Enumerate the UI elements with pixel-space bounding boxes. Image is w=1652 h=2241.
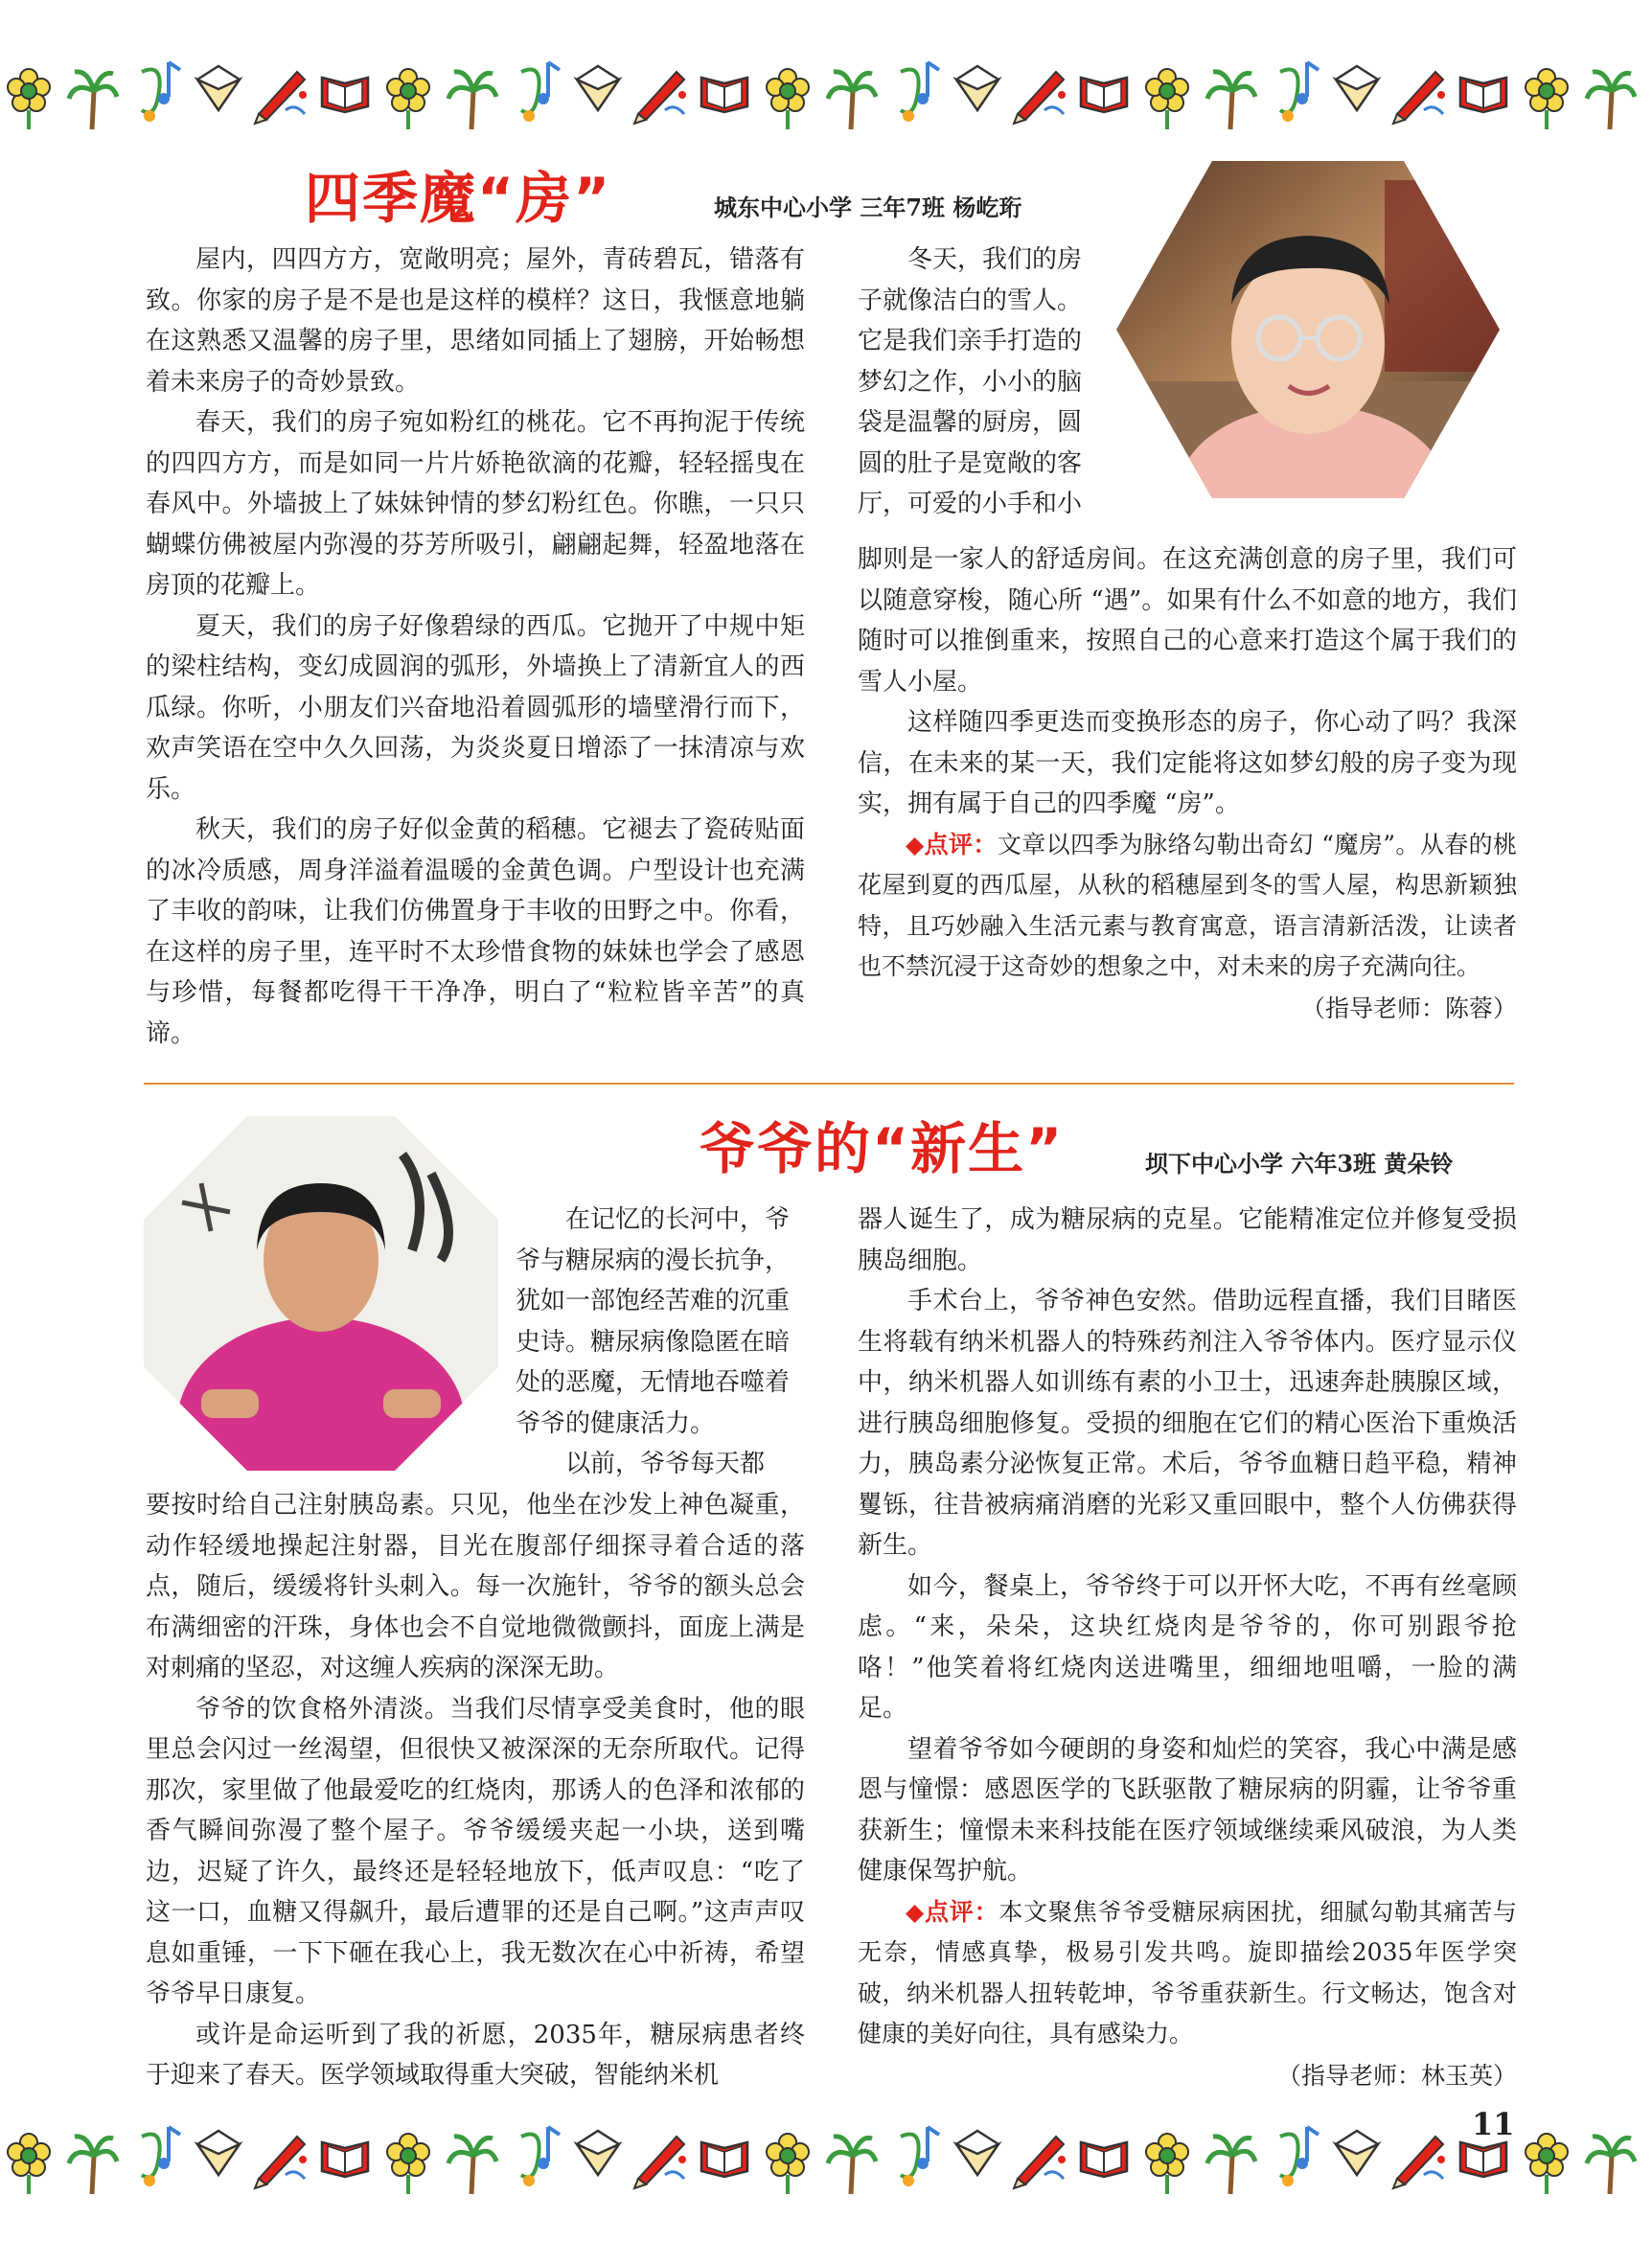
pencil-icon — [255, 72, 307, 124]
book-icon — [701, 2142, 747, 2177]
music-note-icon — [901, 62, 939, 122]
pencil-icon — [634, 2137, 686, 2188]
article2-wrap-line: 处的恶魔，无情地吞噬着 — [516, 1368, 791, 1397]
top-decorative-border — [0, 38, 1652, 144]
pencil-icon — [255, 2137, 307, 2188]
flower-icon — [8, 2134, 50, 2194]
article1-wrap-line: 它是我们亲手打造的 — [858, 327, 1083, 355]
decorative-icon-strip-bottom — [0, 2103, 1652, 2208]
article2-title: 爷爷的“新生” — [700, 1116, 1065, 1181]
comment-text: 本文聚焦爷爷受糖尿病困扰，细腻勾勒其痛苦与无奈，情感真挚，极易引发共鸣。旋即描绘2035年医学突破，纳米机器人扭转乾坤，爷爷重获新生。行文畅达，饱含对健康的美好向往，具有感染力。 — [858, 1897, 1517, 2047]
book-icon — [322, 2142, 368, 2177]
book-icon — [1460, 78, 1506, 112]
pencil-icon — [1014, 2137, 1066, 2188]
music-note-icon — [901, 2127, 939, 2186]
palm-tree-icon — [1587, 72, 1635, 129]
pencil-icon — [634, 72, 686, 124]
article1-left-column — [146, 240, 805, 1054]
article2-paragraph: 爷爷的饮食格外清淡。当我们尽情享受美食时，他的眼里总会闪过一丝渴望，但很快又被深深的无奈所取代。记得那次，家里做了他最爱吃的红烧肉，那诱人的色泽和浓郁的香气瞬间弥漫了整个屋子。爷爷缓缓夹起一小块，送到嘴边，迟疑了许久，最终还是轻轻地放下，低声叹息：“吃了这一口，血糖又得飙升，最后遭罪的还是自己啊。”这声声叹息如重锤，一下下砸在我心上，我无数次在心中祈祷，希望爷爷早日康复。 — [146, 1694, 805, 2008]
article1-paragraph: 夏天，我们的房子好像碧绿的西瓜。它抛开了中规中矩的梁柱结构，变幻成圆润的弧形，外墙换上了清新宜人的西瓜绿。你听，小朋友们兴奋地沿着圆弧形的墙壁滑行而下，欢声笑语在空中久久回荡，为炎炎夏日增添了一抹清凉与欢乐。 — [146, 611, 805, 804]
article1-title: 四季魔“房” — [305, 166, 612, 231]
paper-boat-icon — [956, 2131, 998, 2175]
palm-tree-icon — [448, 72, 496, 129]
article2-wrap-line: 史诗。糖尿病像隐匿在暗 — [516, 1327, 791, 1357]
article1-comment — [858, 825, 1517, 988]
article1-wrap-line: 冬天，我们的房 — [907, 245, 1083, 274]
palm-tree-icon — [69, 2137, 117, 2194]
music-note-icon — [1280, 62, 1319, 122]
paper-boat-icon — [1336, 2131, 1378, 2175]
article2-byline: 坝下中心小学 六年3班 黄朵铃 — [1145, 1150, 1454, 1178]
article1-wrap-line: 梦幻之作，小小的脑 — [858, 367, 1083, 397]
article1-paragraph: 屋内，四四方方，宽敞明亮；屋外，青砖碧瓦，错落有致。你家的房子是不是也是这样的模样？这日，我惬意地躺在这熟悉又温馨的房子里，思绪如同插上了翅膀，开始畅想着未来房子的奇妙景致。 — [146, 245, 805, 397]
comment-label: ◆点评： — [906, 1897, 999, 1926]
palm-tree-icon — [828, 2137, 876, 2194]
flower-icon — [767, 2134, 809, 2194]
article1-paragraph: 秋天，我们的房子好似金黄的稻穗。它褪去了瓷砖贴面的冰冷质感，周身洋溢着温暖的金黄色调。户型设计也充满了丰收的韵味，让我们仿佛置身于丰收的田野之中。你看，在这样的房子里，连平时不太珍惜食物的妹妹也学会了感恩与珍惜，每餐都吃得干干净净，明白了“粒粒皆辛苦”的真谛。 — [146, 815, 805, 1048]
palm-tree-icon — [1587, 2137, 1635, 2194]
article1-wrap-line: 子就像洁白的雪人。 — [858, 286, 1083, 315]
palm-tree-icon — [69, 72, 117, 129]
book-icon — [1081, 78, 1127, 112]
palm-tree-icon — [828, 72, 876, 129]
article1-right-column — [858, 539, 1517, 1030]
flower-icon — [1146, 2134, 1188, 2194]
pencil-icon — [1393, 72, 1445, 124]
article2-wrap-line: 以前，爷爷每天都 — [565, 1450, 766, 1478]
article2-left-wrap — [516, 1200, 803, 1485]
flower-icon — [767, 69, 809, 129]
decorative-icon-strip-top — [0, 38, 1652, 144]
flower-icon — [1526, 2134, 1568, 2194]
music-note-icon — [521, 62, 560, 122]
article1-paragraph: 这样随四季更迭而变换形态的房子，你心动了吗？我深信，在未来的某一天，我们定能将这如梦幻般的房子变为现实，拥有属于自己的四季魔 “房”。 — [858, 708, 1517, 818]
article1-wrap-line: 圆的肚子是宽敞的客 — [858, 448, 1083, 478]
comment-label: ◆点评： — [906, 830, 998, 858]
article2-paragraph: 器人诞生了，成为糖尿病的克星。它能精准定位并修复受损胰岛细胞。 — [858, 1205, 1517, 1275]
flower-icon — [1526, 69, 1568, 129]
paper-boat-icon — [577, 2131, 619, 2175]
music-note-icon — [142, 62, 180, 122]
article2-paragraph: 手术台上，爷爷神色安然。借助远程直播，我们目睹医生将载有纳米机器人的特殊药剂注入爷爷体内。医疗显示仪中，纳米机器人如训练有素的小卫士，迅速奔赴胰腺区域，进行胰岛细胞修复。受损的细胞在它们的精心医治下重焕活力，胰岛素分泌恢复正常。术后，爷爷血糖日趋平稳，精神矍铄，往昔被病痛消磨的光彩又重回眼中，整个人仿佛获得新生。 — [858, 1287, 1517, 1560]
pencil-icon — [1014, 72, 1066, 124]
article2-wrap-line: 爷爷的健康活力。 — [516, 1408, 716, 1438]
paper-boat-icon — [956, 66, 998, 110]
palm-tree-icon — [448, 2137, 496, 2194]
flower-icon — [8, 69, 50, 129]
article1-byline: 城东中心小学 三年7班 杨屹珩 — [714, 194, 1022, 221]
paper-boat-icon — [1336, 66, 1378, 110]
article2-teacher: （指导老师：林玉英） — [1276, 2061, 1517, 2090]
book-icon — [1081, 2142, 1127, 2177]
comment-text: 文章以四季为脉络勾勒出奇幻 “魔房”。从春的桃花屋到夏的西瓜屋，从秋的稻穗屋到冬的雪人屋，构思新颖独特，且巧妙融入生活元素与教育寓意，语言清新活泼，让读者也不禁沉浸于这奇妙的想象之中，对未来的房子充满向往。 — [858, 830, 1517, 980]
music-note-icon — [1280, 2127, 1319, 2186]
article1-author-photo — [1116, 161, 1500, 498]
bottom-decorative-border — [0, 2103, 1652, 2208]
music-note-icon — [142, 2127, 180, 2186]
flower-icon — [387, 69, 429, 129]
article2-author-photo — [144, 1116, 498, 1471]
music-note-icon — [521, 2127, 560, 2186]
book-icon — [701, 78, 747, 112]
paper-boat-icon — [197, 2131, 240, 2175]
article2-paragraph: 或许是命运听到了我的祈愿，2035年，糖尿病患者终于迎来了春天。医学领域取得重大突破，智能纳米机 — [146, 2020, 805, 2090]
palm-tree-icon — [1207, 72, 1255, 129]
book-icon — [322, 78, 368, 112]
pencil-icon — [1393, 2137, 1445, 2188]
paper-boat-icon — [197, 66, 240, 110]
article2-comment — [858, 1892, 1517, 2055]
article2-right-column — [858, 1200, 1517, 2097]
article1-right-wrap — [858, 240, 1121, 525]
paper-boat-icon — [577, 66, 619, 110]
section-divider — [144, 1083, 1514, 1085]
article2-wrap-line: 犹如一部饱经苦难的沉重 — [516, 1287, 791, 1315]
article1-wrap-line: 厅，可爱的小手和小 — [858, 490, 1083, 518]
article2-paragraph: 如今，餐桌上，爷爷终于可以开怀大吃，不再有丝毫顾虑。“来，朵朵，这块红烧肉是爷爷的，你可别跟爷抢咯！”他笑着将红烧肉送进嘴里，细细地咀嚼，一脸的满足。 — [858, 1571, 1517, 1723]
article2-wrap-line: 爷与糖尿病的漫长抗争， — [516, 1246, 791, 1275]
palm-tree-icon — [1207, 2137, 1255, 2194]
article1-paragraph: 春天，我们的房子宛如粉红的桃花。它不再拘泥于传统的四四方方，而是如同一片片娇艳欲滴的花瓣，轻轻摇曳在春风中。外墙披上了妹妹钟情的梦幻粉红色。你瞧，一只只蝴蝶仿佛被屋内弥漫的芬芳所吸引，翩翩起舞，轻盈地落在房顶的花瓣上。 — [146, 408, 805, 600]
page-number: 11 — [1472, 2106, 1515, 2142]
flower-icon — [1146, 69, 1188, 129]
article2-paragraph: 要按时给自己注射胰岛素。只见，他坐在沙发上神色凝重，动作轻缓地操起注射器，目光在腹部仔细探寻着合适的落点，随后，缓缓将针头刺入。每一次施针，爷爷的额头总会布满细密的汗珠，身体也会不自觉地微微颤抖，面庞上满是对刺痛的坚忍，对这缠人疾病的深深无助。 — [146, 1491, 805, 1682]
book-icon — [1460, 2142, 1506, 2177]
flower-icon — [387, 2134, 429, 2194]
article1-paragraph: 脚则是一家人的舒适房间。在这充满创意的房子里，我们可以随意穿梭，随心所 “遇”。如果有什么不如意的地方，我们随时可以推倒重来，按照自己的心意来打造这个属于我们的雪人小屋。 — [858, 545, 1517, 697]
article1-wrap-line: 袋是温馨的厨房，圆 — [858, 408, 1083, 437]
article2-left-column — [146, 1485, 805, 2096]
article2-paragraph: 望着爷爷如今硬朗的身姿和灿烂的笑容，我心中满是感恩与憧憬：感恩医学的飞跃驱散了糖尿病的阴霾，让爷爷重获新生；憧憬未来科技能在医疗领域继续乘风破浪，为人类健康保驾护航。 — [858, 1734, 1517, 1886]
article2-wrap-line: 在记忆的长河中，爷 — [565, 1205, 791, 1234]
article1-teacher: （指导老师：陈蓉） — [1300, 994, 1517, 1022]
